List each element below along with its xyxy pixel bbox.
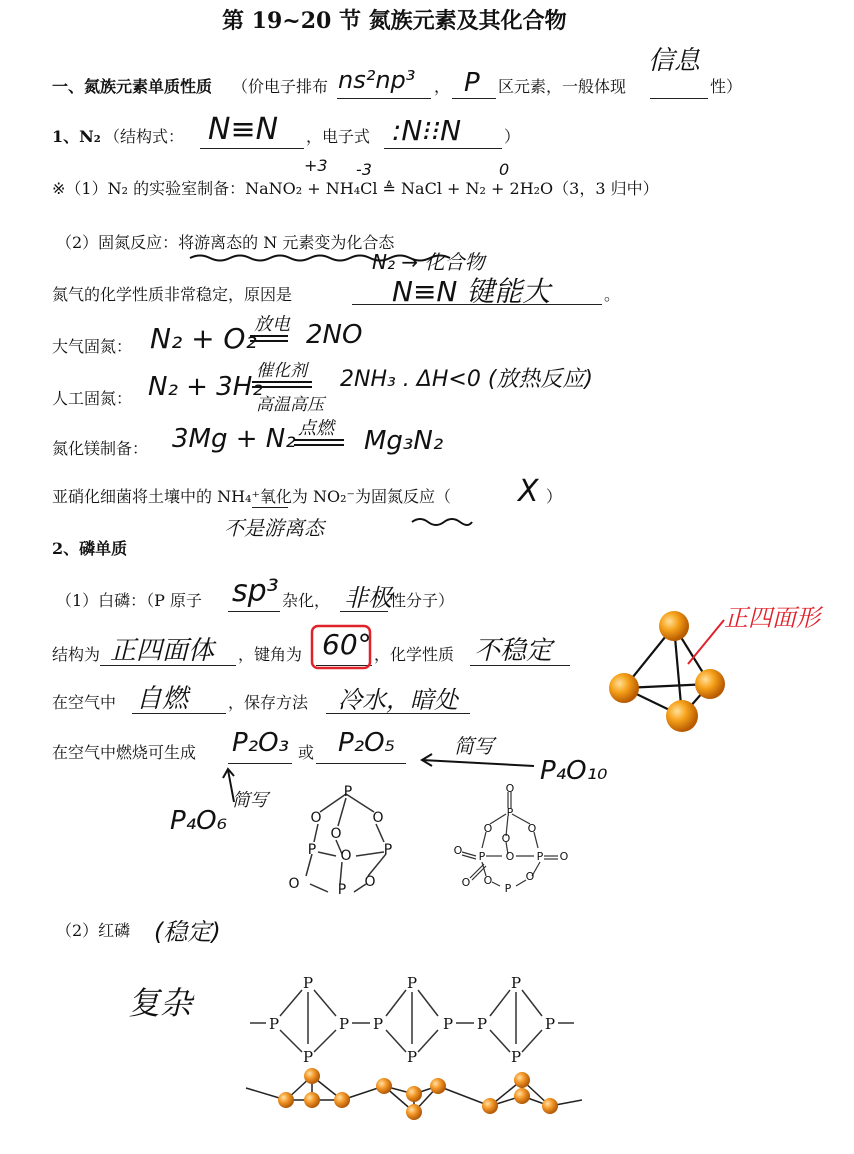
svg-text:P: P <box>383 842 393 858</box>
stable-period: 。 <box>604 285 621 304</box>
p4o10-structure <box>448 780 578 900</box>
svg-text:P: P <box>504 882 512 895</box>
nitrify-close: ） <box>546 487 563 506</box>
hw-p2o5: P₂O₅ <box>338 728 395 758</box>
hw-info: 信息 <box>648 46 701 76</box>
hw-config: ns²np³ <box>338 66 416 94</box>
svg-text:P: P <box>506 806 514 819</box>
white-p-polar: 性分子） <box>390 591 455 610</box>
n2-struct: （结构式： <box>104 127 185 146</box>
hw-regular-tetrahedron-label: 正四面形 <box>724 604 820 632</box>
structure-line: 结构为 <box>52 645 101 664</box>
hw-atm-condition: 放电 <box>254 314 290 335</box>
hw-abbrev-2: 简写 <box>232 790 268 811</box>
lab-prep-line: ※（1）N₂ 的实验室制备：NaNO₂ + NH₄Cl ≜ NaCl + N₂ + 2H₂O（3，3 归中） <box>52 179 659 198</box>
svg-text:P: P <box>536 850 544 863</box>
hw-self-ignite: 自燃 <box>136 684 189 714</box>
n2-close: ） <box>504 127 521 146</box>
svg-text:O: O <box>288 876 300 892</box>
svg-text:P: P <box>510 974 522 992</box>
section1-mid: 区元素，一般体现 <box>498 77 627 96</box>
svg-text:P: P <box>338 1015 350 1033</box>
svg-text:P: P <box>343 784 353 800</box>
hw-mg-product: Mg₃N₂ <box>364 426 444 456</box>
stable-line: 氮气的化学性质非常稳定，原因是 <box>52 285 293 304</box>
section1-end: 性） <box>710 77 743 96</box>
white-p-hybrid: 杂化， <box>282 591 331 610</box>
air-line: 在空气中 <box>52 693 117 712</box>
svg-text:O: O <box>372 810 384 826</box>
hw-n2-structure: N≡N <box>208 112 279 147</box>
hw-ox-plus3: +3 <box>304 156 328 175</box>
svg-text:O: O <box>483 822 493 835</box>
hw-atm-product: 2NO <box>306 320 363 350</box>
section1-comma: ， <box>434 77 451 96</box>
hw-p2o3: P₂O₃ <box>232 728 289 758</box>
svg-text:O: O <box>559 850 569 863</box>
svg-text:O: O <box>525 870 535 883</box>
svg-text:P: P <box>307 842 317 858</box>
svg-text:P: P <box>442 1015 454 1033</box>
hw-ox-zero: 0 <box>499 160 510 179</box>
chem-property-label: ，化学性质 <box>374 645 455 664</box>
hw-art-reactants: N₂ + 3H₂ <box>148 372 263 402</box>
svg-text:P: P <box>268 1015 280 1033</box>
bond-angle-label: ，键角为 <box>238 645 303 664</box>
svg-text:P: P <box>544 1015 556 1033</box>
hw-unstable: 不稳定 <box>474 636 553 666</box>
n2-elec: ，电子式 <box>306 127 371 146</box>
svg-text:O: O <box>364 874 376 890</box>
burn-line: 在空气中燃烧可生成 <box>52 743 197 762</box>
svg-text:O: O <box>461 876 471 889</box>
hw-storage: 冷水，暗处 <box>338 686 458 714</box>
hw-art-catalyst: 催化剂 <box>256 361 307 381</box>
svg-text:P: P <box>478 850 486 863</box>
svg-text:P: P <box>406 1048 418 1066</box>
hw-not-free-state: 不是游离态 <box>224 516 324 540</box>
hw-p4o10: P₄O₁₀ <box>540 756 608 786</box>
red-p-label: （2）红磷 <box>56 921 131 940</box>
svg-text:O: O <box>340 848 352 864</box>
hw-p4o6: P₄O₆ <box>170 806 227 836</box>
mg-label: 氮化镁制备： <box>52 439 149 458</box>
svg-text:O: O <box>330 826 342 842</box>
nitrify-line: 亚硝化细菌将土壤中的 NH₄⁺氧化为 NO₂⁻为固氮反应（ <box>52 487 451 506</box>
svg-text:P: P <box>302 1048 314 1066</box>
svg-text:P: P <box>510 1048 522 1066</box>
svg-text:P: P <box>302 974 314 992</box>
phosphorus-heading: 2、磷单质 <box>52 539 128 558</box>
burn-or: 或 <box>298 743 315 762</box>
svg-text:O: O <box>310 810 322 826</box>
wavy-mark <box>412 516 472 528</box>
hw-abbrev-1: 简写 <box>454 734 494 758</box>
svg-text:O: O <box>505 850 515 863</box>
storage-label: ，保存方法 <box>228 693 309 712</box>
hw-nonpolar: 非极 <box>344 584 392 612</box>
hw-n2-electron: :N⁝⁝N <box>392 114 462 147</box>
page-title: 第 19~20 节 氮族元素及其化合物 <box>222 8 567 34</box>
hw-block: P <box>464 68 480 98</box>
hw-art-temp-pressure: 高温高压 <box>256 395 324 415</box>
hw-bond-angle: 60° <box>322 628 372 661</box>
hw-atm-reactants: N₂ + O₂ <box>150 322 257 355</box>
hw-n2-to-compound: N₂ → 化合物 <box>372 250 485 274</box>
section1-paren-open: （价电子排布 <box>232 77 329 96</box>
svg-text:O: O <box>527 822 537 835</box>
hw-cross-mark: X <box>518 474 539 509</box>
svg-text:P: P <box>372 1015 384 1033</box>
hw-complex: 复杂 <box>128 984 193 1022</box>
svg-text:P: P <box>476 1015 488 1033</box>
atm-fix-label: 大气固氮： <box>52 337 133 356</box>
art-fix-label: 人工固氮： <box>52 389 133 408</box>
p4o6-structure <box>284 782 414 902</box>
hw-reason: N≡N 键能大 <box>392 275 551 308</box>
hw-mg-condition: 点燃 <box>298 418 334 439</box>
hw-sp3: sp³ <box>232 574 279 609</box>
svg-text:O: O <box>501 832 511 845</box>
hw-stable: (稳定) <box>154 918 221 946</box>
hw-mg-reactants: 3Mg + N₂ <box>172 424 296 454</box>
red-p-ball-chain <box>246 1066 586 1126</box>
svg-text:P: P <box>406 974 418 992</box>
svg-text:O: O <box>505 782 515 795</box>
svg-text:P: P <box>337 882 347 898</box>
fixation-line: （2）固氮反应：将游离态的 N 元素变为化合态 <box>56 233 395 252</box>
svg-text:O: O <box>453 844 463 857</box>
svg-text:O: O <box>483 874 493 887</box>
red-p-chain-formula <box>240 972 580 1066</box>
white-p-line: （1）白磷：（P 原子 <box>56 591 203 610</box>
n2-label: 1、N₂ <box>52 127 101 146</box>
hw-art-product: 2NH₃ . ΔH<0 (放热反应) <box>340 367 593 392</box>
hw-ox-minus3: -3 <box>356 160 372 179</box>
section1-heading: 一、氮族元素单质性质 <box>52 77 213 96</box>
hw-tetrahedron: 正四面体 <box>110 636 215 666</box>
